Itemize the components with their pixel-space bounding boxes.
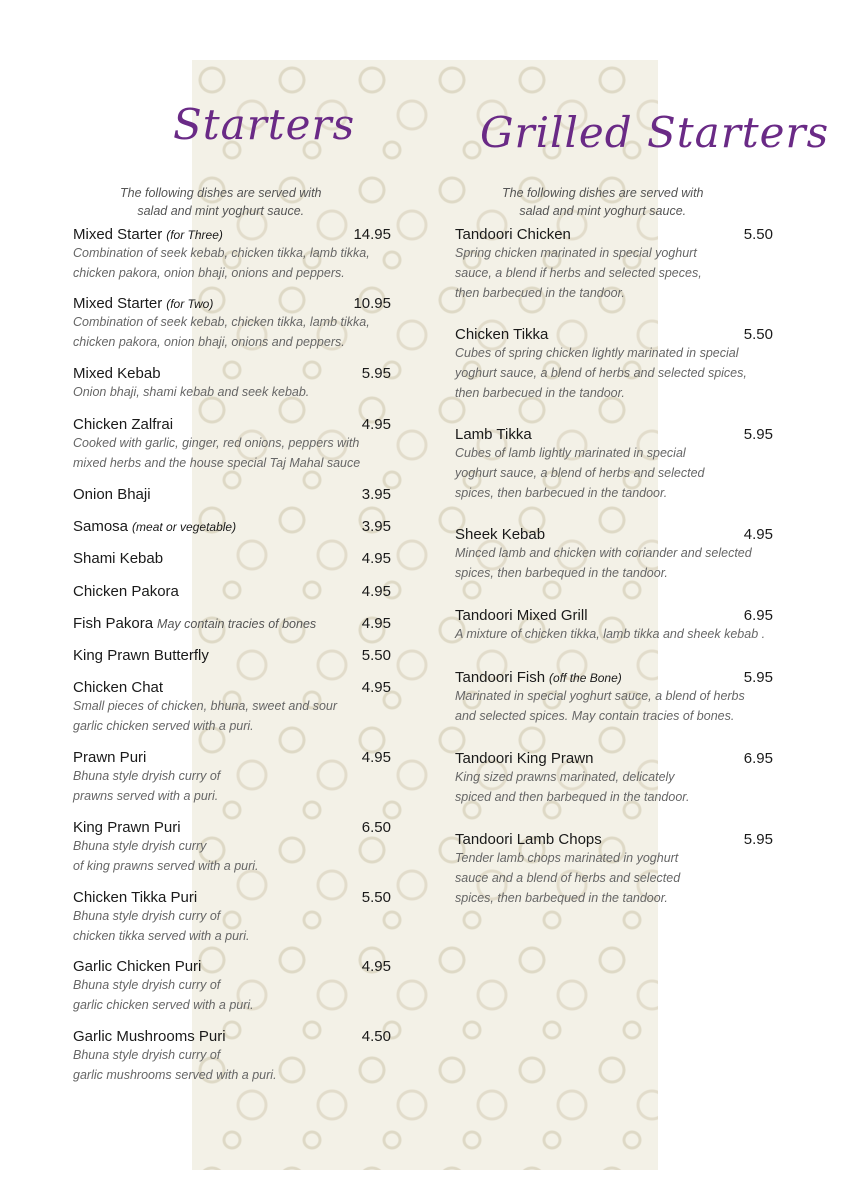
dish-name: Chicken Tikka Puri: [73, 889, 198, 906]
dish-description-line: mixed herbs and the house special Taj Mahal sauce: [73, 456, 361, 470]
dish-description-line: Spring chicken marinated in special yoghurt: [455, 246, 697, 260]
menu-item: [73, 365, 391, 402]
dish-price: 6.50: [361, 819, 391, 836]
dish-price: 5.50: [361, 647, 391, 664]
dish-name-wrap: [455, 607, 588, 624]
menu-item: [455, 426, 773, 503]
dish-name: Garlic Mushrooms Puri: [73, 1028, 226, 1045]
menu-item-row: [73, 819, 391, 836]
dish-description-line: sauce, a blend if herbs and selected speces,: [455, 266, 702, 280]
menu-item: [455, 607, 773, 644]
dish-name-wrap: [73, 958, 201, 975]
dish-name-wrap: [73, 295, 213, 312]
menu-item: [455, 750, 773, 807]
dish-price: 5.95: [743, 669, 773, 686]
dish-note: (off the Bone): [549, 671, 622, 685]
dish-description-line: Bhuna style dryish curry of: [73, 1048, 221, 1062]
dish-description-line: chicken tikka served with a puri.: [73, 929, 250, 943]
dish-name: Tandoori King Prawn: [455, 750, 594, 767]
dish-name: King Prawn Puri: [73, 819, 181, 836]
dish-price: 4.50: [361, 1028, 391, 1045]
menu-item-row: [73, 550, 391, 567]
dish-name-wrap: [455, 326, 548, 343]
dish-name: Chicken Tikka: [455, 326, 549, 343]
intro-line: The following dishes are served with: [120, 186, 322, 200]
menu-item-row: [73, 647, 391, 664]
dish-price: 3.95: [361, 486, 391, 503]
menu-item-row: [73, 518, 391, 535]
menu-item-row: [73, 615, 391, 632]
dish-note: (for Three): [166, 228, 223, 242]
dish-price: 14.95: [353, 226, 391, 243]
dish-name-wrap: [455, 226, 571, 243]
dish-name: Chicken Zalfrai: [73, 416, 174, 433]
dish-price: 4.95: [743, 526, 773, 543]
dish-price: 4.95: [361, 749, 391, 766]
dish-name-wrap: [73, 647, 209, 664]
menu-item-row: [73, 679, 391, 696]
dish-price: 5.50: [743, 326, 773, 343]
menu-item: [73, 647, 391, 664]
dish-description-line: Bhuna style dryish curry of: [73, 769, 221, 783]
dish-description-line: Cubes of lamb lightly marinated in special: [455, 446, 686, 460]
dish-name: Fish Pakora: [73, 615, 154, 632]
dish-name: Garlic Chicken Puri: [73, 958, 202, 975]
dish-price: 4.95: [361, 550, 391, 567]
dish-description-line: garlic chicken served with a puri.: [73, 998, 254, 1012]
dish-description-line: spices, then barbequed in the tandoor.: [455, 891, 668, 905]
menu-item: [455, 669, 773, 726]
dish-name: Tandoori Lamb Chops: [455, 831, 602, 848]
menu-item-row: [73, 486, 391, 503]
dish-price: 10.95: [353, 295, 391, 312]
dish-name-wrap: [73, 819, 181, 836]
dish-price: 4.95: [361, 583, 391, 600]
dish-name: Tandoori Chicken: [455, 226, 571, 243]
dish-description-line: spices, then barbecued in the tandoor.: [455, 486, 668, 500]
dish-name-wrap: [73, 416, 173, 433]
dish-name-wrap: [73, 518, 236, 535]
dish-description-line: spiced and then barbequed in the tandoor.: [455, 790, 690, 804]
dish-name: Chicken Pakora: [73, 583, 179, 600]
dish-name: Mixed Kebab: [73, 365, 161, 382]
menu-item: [73, 679, 391, 736]
dish-price: 6.95: [743, 607, 773, 624]
menu-item-row: [455, 607, 773, 624]
dish-name: Mixed Starter: [73, 295, 163, 312]
dish-description-line: sauce and a blend of herbs and selected: [455, 871, 681, 885]
grilled-starters-heading: Grilled Starters: [480, 108, 830, 157]
dish-name: Onion Bhaji: [73, 486, 151, 503]
grilled-starters-intro: [502, 184, 704, 220]
dish-price: 4.95: [361, 615, 391, 632]
intro-line: salad and mint yoghurt sauce.: [519, 204, 687, 218]
starters-intro: [120, 184, 322, 220]
menu-item: [73, 518, 391, 535]
dish-price: 5.95: [361, 365, 391, 382]
starters-heading: Starters: [173, 100, 356, 149]
menu-item: [73, 749, 391, 806]
menu-item: [455, 226, 773, 303]
dish-description-line: yoghurt sauce, a blend of herbs and selected: [455, 466, 705, 480]
dish-name: Prawn Puri: [73, 749, 147, 766]
menu-item: [73, 583, 391, 600]
menu-item-row: [73, 583, 391, 600]
menu-item-row: [73, 889, 391, 906]
dish-price: 3.95: [361, 518, 391, 535]
dish-description-line: Cooked with garlic, ginger, red onions, peppers with: [73, 436, 360, 450]
dish-name-wrap: [455, 526, 545, 543]
dish-name: Samosa: [73, 518, 129, 535]
dish-description-line: Cubes of spring chicken lightly marinated in special: [455, 346, 739, 360]
dish-name-wrap: [73, 749, 146, 766]
dish-description-line: then barbecued in the tandoor.: [455, 386, 625, 400]
dish-name-wrap: [73, 226, 223, 243]
dish-name: King Prawn Butterfly: [73, 647, 209, 664]
dish-note: (meat or vegetable): [132, 520, 237, 534]
dish-description-line: garlic chicken served with a puri.: [73, 719, 254, 733]
dish-description-line: Marinated in special yoghurt sauce, a blend of herbs: [455, 689, 745, 703]
dish-price: 5.95: [743, 426, 773, 443]
dish-description-line: yoghurt sauce, a blend of herbs and selected spices,: [455, 366, 747, 380]
menu-item: [73, 226, 391, 283]
dish-name: Tandoori Fish: [455, 669, 546, 686]
dish-price: 5.95: [743, 831, 773, 848]
dish-name: Sheek Kebab: [455, 526, 546, 543]
dish-description-line: Combination of seek kebab, chicken tikka, lamb tikka,: [73, 315, 370, 329]
dish-note: May contain tracies of bones: [157, 617, 317, 631]
menu-item-row: [455, 326, 773, 343]
intro-line: salad and mint yoghurt sauce.: [137, 204, 305, 218]
dish-description-line: spices, then barbequed in the tandoor.: [455, 566, 668, 580]
menu-item: [73, 416, 391, 473]
dish-price: 4.95: [361, 416, 391, 433]
intro-line: The following dishes are served with: [502, 186, 704, 200]
menu-item-row: [455, 226, 773, 243]
dish-description-line: chicken pakora, onion bhaji, onions and peppers.: [73, 266, 345, 280]
menu-item: [73, 958, 391, 1015]
dish-description-line: Combination of seek kebab, chicken tikka, lamb tikka,: [73, 246, 370, 260]
menu-item: [73, 889, 391, 946]
dish-name: Shami Kebab: [73, 550, 164, 567]
dish-description-line: A mixture of chicken tikka, lamb tikka and sheek kebab .: [455, 627, 766, 641]
menu-item-row: [73, 958, 391, 975]
dish-name-wrap: [455, 426, 532, 443]
dish-name-wrap: [455, 750, 593, 767]
dish-description-line: Bhuna style dryish curry of: [73, 978, 221, 992]
dish-name: Lamb Tikka: [455, 426, 532, 443]
dish-description-line: prawns served with a puri.: [73, 789, 219, 803]
dish-description-line: Bhuna style dryish curry: [73, 839, 207, 853]
menu-item-row: [455, 831, 773, 848]
dish-price: 5.50: [743, 226, 773, 243]
dish-price: 5.50: [361, 889, 391, 906]
dish-description-line: Onion bhaji, shami kebab and seek kebab.: [73, 385, 310, 399]
dish-name-wrap: [73, 550, 163, 567]
dish-price: 4.95: [361, 679, 391, 696]
dish-price: 4.95: [361, 958, 391, 975]
dish-name-wrap: [73, 679, 163, 696]
dish-note: (for Two): [166, 297, 214, 311]
menu-item: [455, 326, 773, 403]
dish-name-wrap: [73, 889, 197, 906]
dish-description-line: King sized prawns marinated, delicately: [455, 770, 675, 784]
menu-item: [73, 1028, 391, 1085]
dish-description-line: Small pieces of chicken, bhuna, sweet and sour: [73, 699, 338, 713]
dish-name-wrap: [73, 615, 316, 632]
dish-name-wrap: [73, 486, 151, 503]
dish-description-line: Bhuna style dryish curry of: [73, 909, 221, 923]
dish-price: 6.95: [743, 750, 773, 767]
menu-item-row: [73, 226, 391, 243]
dish-description-line: and selected spices. May contain tracies of bones.: [455, 709, 735, 723]
menu-item: [73, 550, 391, 567]
dish-name-wrap: [455, 669, 622, 686]
dish-description-line: then barbecued in the tandoor.: [455, 286, 625, 300]
menu-item: [73, 615, 391, 632]
menu-item-row: [73, 295, 391, 312]
dish-name: Mixed Starter: [73, 226, 163, 243]
dish-description-line: chicken pakora, onion bhaji, onions and peppers.: [73, 335, 345, 349]
dish-name-wrap: [73, 583, 179, 600]
dish-name: Chicken Chat: [73, 679, 164, 696]
menu-item-row: [455, 750, 773, 767]
dish-description-line: of king prawns served with a puri.: [73, 859, 259, 873]
menu-item-row: [73, 1028, 391, 1045]
dish-name-wrap: [73, 1028, 226, 1045]
menu-item-row: [73, 416, 391, 433]
menu-item-row: [73, 749, 391, 766]
dish-name: Tandoori Mixed Grill: [455, 607, 588, 624]
dish-name-wrap: [73, 365, 161, 382]
menu-item-row: [73, 365, 391, 382]
menu-item: [73, 295, 391, 352]
menu-item: [73, 486, 391, 503]
dish-description-line: garlic mushrooms served with a puri.: [73, 1068, 277, 1082]
dish-name-wrap: [455, 831, 602, 848]
menu-item-row: [455, 526, 773, 543]
dish-description-line: Tender lamb chops marinated in yoghurt: [455, 851, 679, 865]
menu-item: [455, 526, 773, 583]
menu-item: [73, 819, 391, 876]
menu-item-row: [455, 426, 773, 443]
menu-item-row: [455, 669, 773, 686]
menu-item: [455, 831, 773, 908]
dish-description-line: Minced lamb and chicken with coriander and selected: [455, 546, 752, 560]
